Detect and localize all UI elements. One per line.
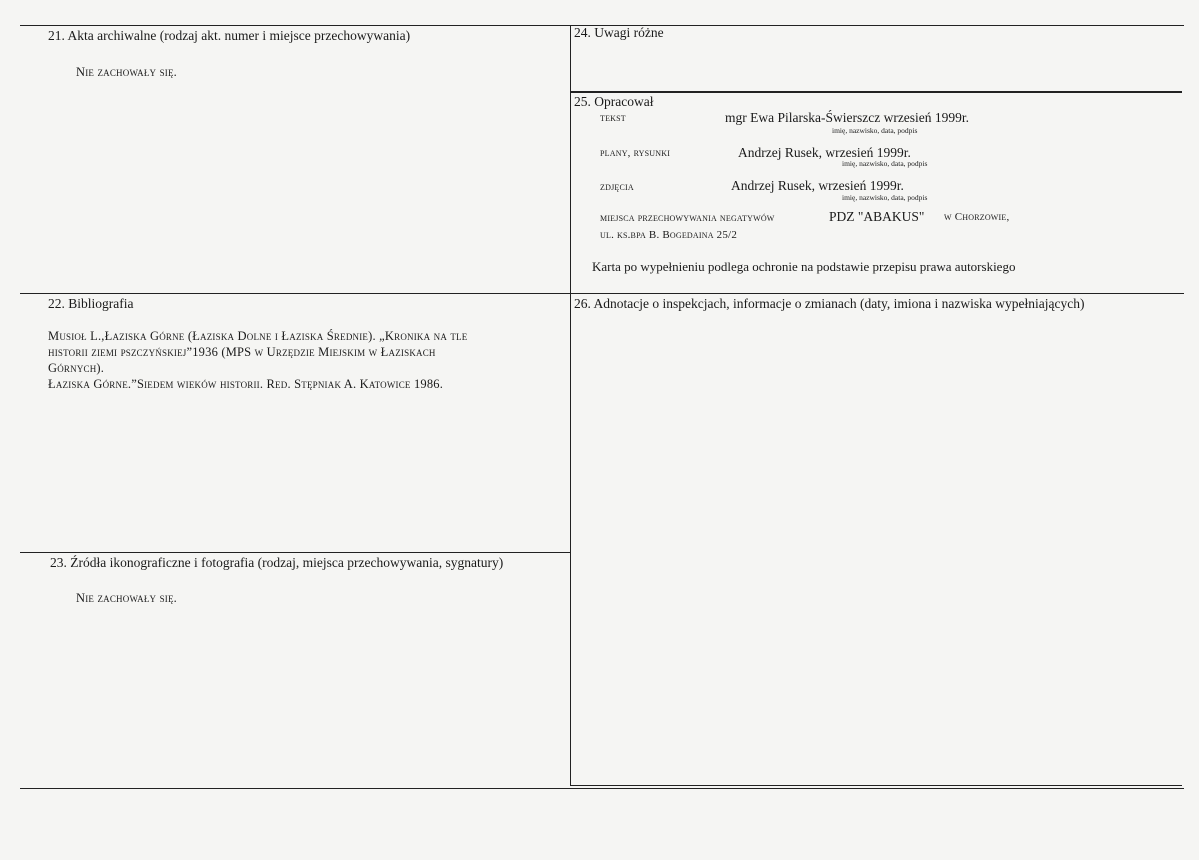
authors-photos-value: Andrzej Rusek, wrzesień 1999r. — [731, 178, 904, 193]
divider-26-bottom — [570, 785, 1182, 786]
bibliography-list — [48, 328, 567, 392]
authors-text-value: mgr Ewa Pilarska-Świerszcz wrzesień 1999r. — [725, 110, 970, 125]
negatives-location: w Chorzowie, — [944, 211, 1010, 223]
authors-text-label: tekst — [600, 112, 626, 124]
bibliography-line: historii ziemi pszczyńskiej”1936 (MPS w Urzędzie Miejskim w Łaziskach — [48, 345, 436, 359]
authors-plans-value: Andrzej Rusek, wrzesień 1999r. — [738, 145, 911, 160]
field-24-title: 24. Uwagi różne — [574, 25, 664, 40]
divider-24-25 — [570, 91, 1182, 93]
divider-22-23 — [20, 552, 570, 553]
negatives-value: PDZ "ABAKUS" — [829, 209, 925, 224]
field-21-title: 21. Akta archiwalne (rodzaj akt. numer i miejsce przechowywania) — [48, 28, 411, 43]
copyright-note: Karta po wypełnieniu podlega ochronie na podstawie przepisu prawa autorskiego — [592, 259, 1016, 274]
authors-photos-caption: imię, nazwisko, data, podpis — [842, 193, 928, 202]
authors-plans-label: plany, rysunki — [600, 147, 671, 159]
bibliography-line: Górnych). — [48, 361, 105, 375]
negatives-label: miejsca przechowywania negatywów — [600, 212, 775, 224]
field-25-title: 25. Opracował — [574, 94, 654, 109]
divider-row2 — [20, 293, 1184, 294]
authors-text-caption: imię, nazwisko, data, podpis — [832, 126, 918, 135]
negatives-address: ul. ks.bpa B. Bogedaina 25/2 — [600, 229, 738, 241]
field-26-title: 26. Adnotacje o inspekcjach, informacje o zmianach (daty, imiona i nazwiska wypełniających) — [574, 296, 1085, 311]
center-divider — [570, 25, 571, 786]
bottom-border — [20, 788, 1184, 789]
authors-photos-label: zdjęcia — [600, 181, 634, 193]
bibliography-line: Musioł L.,Łaziska Górne (Łaziska Dolne i Łaziska Średnie). „Kronika na tle — [48, 329, 468, 343]
authors-plans-caption: imię, nazwisko, data, podpis — [842, 159, 928, 168]
field-22-title: 22. Bibliografia — [48, 296, 134, 311]
bibliography-line: Łaziska Górne.”Siedem wieków historii. Red. Stępniak A. Katowice 1986. — [48, 377, 444, 391]
field-23-title: 23. Źródła ikonograficzne i fotografia (rodzaj, miejsca przechowywania, sygnatury) — [50, 555, 504, 570]
field-23-value: Nie zachowały się. — [76, 591, 177, 605]
field-21-value: Nie zachowały się. — [76, 65, 177, 79]
